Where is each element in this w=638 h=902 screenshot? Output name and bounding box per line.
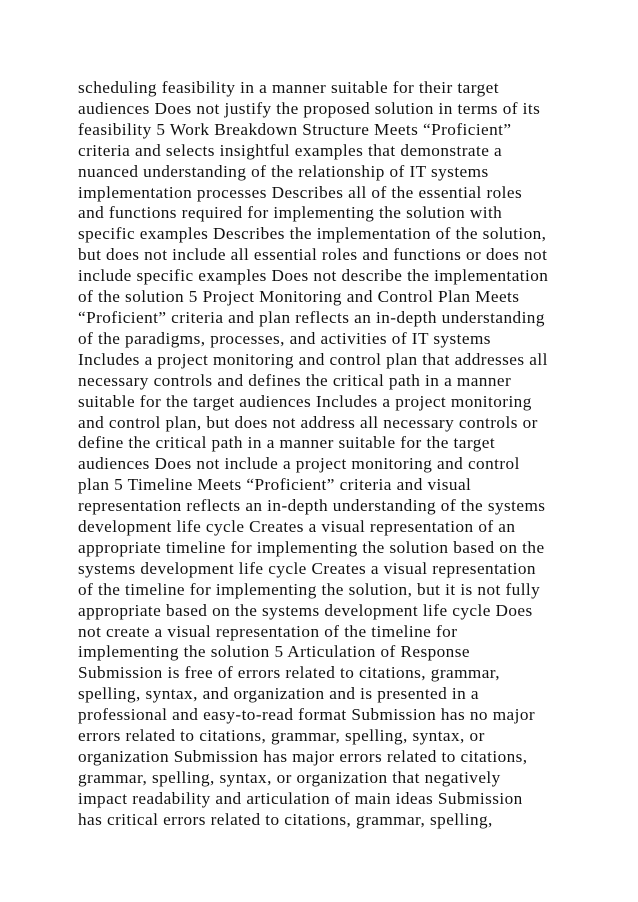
text-line: of the timeline for implementing the solution, but it is not fully (78, 579, 541, 599)
text-line: “Proficient” criteria and plan reflects an in-depth understanding (78, 307, 545, 327)
text-line: of the solution 5 Project Monitoring and Control Plan Meets (78, 287, 520, 307)
text-line: organization Submission has major errors related to citations, (78, 747, 528, 766)
text-line: scheduling feasibility in a manner suitable for their target (78, 78, 499, 97)
text-line: nuanced understanding of the relationship of IT systems (78, 161, 489, 181)
text-line: impact readability and articulation of main ideas Submission (78, 788, 523, 808)
text-line: define the critical path in a manner suitable for the target (78, 433, 496, 453)
text-line: errors related to citations, grammar, spelling, syntax, or (78, 726, 485, 746)
text-line: representation reflects an in-depth understanding of the systems (78, 496, 546, 516)
text-line: include specific examples Does not describe the implementation (78, 266, 549, 286)
text-line: Submission is free of errors related to citations, grammar, (78, 663, 501, 683)
text-line: systems development life cycle Creates a visual representation (78, 558, 536, 578)
text-line: specific examples Describes the implementation of the solution, (78, 224, 547, 244)
text-line: appropriate based on the systems development life cycle Does (78, 600, 533, 620)
text-line: and control plan, but does not address all necessary controls or (78, 412, 538, 432)
text-line: appropriate timeline for implementing the solution based on the (78, 537, 545, 557)
text-line: and functions required for implementing the solution with (78, 203, 503, 223)
text-line: suitable for the target audiences Includes a project monitoring (78, 391, 532, 411)
text-line: professional and easy-to-read format Submission has no major (78, 705, 536, 725)
body-text (78, 78, 568, 831)
text-line: audiences Does not justify the proposed solution in terms of its (78, 98, 541, 118)
text-line: but does not include all essential roles and functions or does not (78, 245, 548, 265)
text-line: of the paradigms, processes, and activities of IT systems (78, 328, 491, 348)
text-line: feasibility 5 Work Breakdown Structure Meets “Proficient” (78, 119, 512, 139)
text-line: grammar, spelling, syntax, or organization that negatively (78, 767, 501, 787)
text-line: Includes a project monitoring and control plan that addresses all (78, 349, 548, 369)
text-line: implementing the solution 5 Articulation of Response (78, 642, 470, 662)
text-line: plan 5 Timeline Meets “Proficient” criteria and visual (78, 475, 472, 495)
text-line: necessary controls and defines the critical path in a manner (78, 370, 512, 390)
text-line: has critical errors related to citations, grammar, spelling, (78, 809, 493, 829)
text-line: criteria and selects insightful examples that demonstrate a (78, 140, 503, 160)
text-line: spelling, syntax, and organization and is presented in a (78, 684, 480, 704)
text-line: implementation processes Describes all of the essential roles (78, 182, 523, 202)
text-line: audiences Does not include a project monitoring and control (78, 454, 520, 474)
text-line: not create a visual representation of the timeline for (78, 621, 458, 641)
text-line: development life cycle Creates a visual representation of an (78, 517, 516, 537)
